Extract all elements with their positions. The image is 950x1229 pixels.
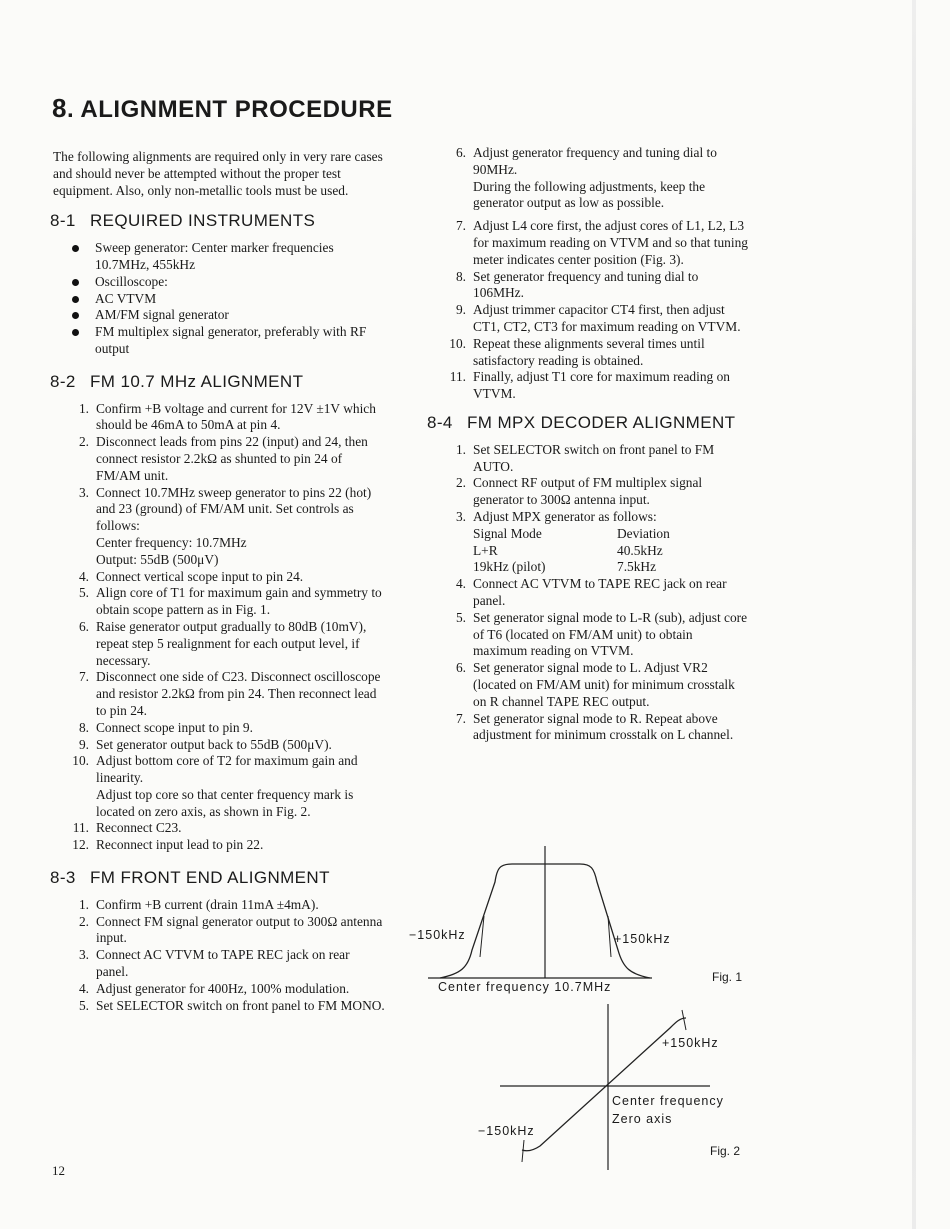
step-text: Finally, adjust T1 core for maximum reading on VTVM. bbox=[473, 369, 730, 402]
fig2-minus-label: −150kHz bbox=[478, 1124, 535, 1138]
step-text: Adjust trimmer capacitor CT4 first, then adjust CT1, CT2, CT3 for maximum reading on VTVM. bbox=[473, 302, 741, 334]
list-item: Oscilloscope: bbox=[71, 274, 385, 291]
list-item: AM/FM signal generator bbox=[71, 307, 385, 324]
fig1-waveform bbox=[400, 840, 760, 1000]
list-item bbox=[430, 442, 750, 476]
step-number: 11. bbox=[449, 369, 466, 385]
step-number: 7. bbox=[455, 218, 466, 234]
step-text: Disconnect leads from pins 22 (input) and 24, then connect resistor 2.2kΩ as shunted to pin 24 of FM/AM unit. bbox=[96, 434, 368, 483]
step-text: Reconnect C23. bbox=[96, 820, 182, 836]
step-number: 12. bbox=[72, 837, 89, 853]
list-item bbox=[53, 401, 385, 435]
list-item bbox=[53, 669, 385, 719]
step-number: 9. bbox=[455, 302, 466, 318]
list-item bbox=[53, 720, 385, 737]
list-item bbox=[53, 585, 385, 619]
step-number: 10. bbox=[449, 335, 466, 351]
section-8-4-heading bbox=[427, 412, 750, 432]
step-number: 3. bbox=[78, 947, 89, 963]
steps-8-2 bbox=[53, 401, 385, 855]
step-text: Connect AC VTVM to TAPE REC jack on rear panel. bbox=[473, 576, 727, 608]
section-number: 8-1 bbox=[50, 211, 76, 231]
step-text: Connect vertical scope input to pin 24. bbox=[96, 568, 304, 584]
step-text: Set generator signal mode to R. Repeat above adjustment for minimum crosstalk on L channel. bbox=[473, 710, 734, 743]
list-item bbox=[53, 753, 385, 820]
list-item bbox=[53, 434, 385, 484]
scan-edge bbox=[912, 0, 916, 1229]
step-body bbox=[96, 485, 385, 569]
section-8-2-heading bbox=[50, 371, 385, 391]
step-text: Connect 10.7MHz sweep generator to pins 22 (hot) and 23 (ground) of FM/AM unit. Set controls as follows: bbox=[96, 484, 372, 534]
title-text: ALIGNMENT PROCEDURE bbox=[80, 96, 393, 123]
step-text: Repeat these alignments several times until satisfactory reading is obtained. bbox=[473, 335, 705, 368]
section-number: 8-3 bbox=[50, 868, 76, 888]
section-title: FM FRONT END ALIGNMENT bbox=[90, 868, 330, 888]
list-item bbox=[430, 475, 750, 509]
list-item bbox=[430, 369, 750, 403]
step-text: Align core of T1 for maximum gain and symmetry to obtain scope pattern as in Fig. 1. bbox=[96, 585, 382, 618]
step-extra: Adjust top core so that center frequency mark is located on zero axis, as shown in Fig. 2. bbox=[96, 786, 354, 819]
step-text: Connect FM signal generator output to 300Ω antenna input. bbox=[96, 913, 383, 946]
step-number: 3. bbox=[78, 484, 89, 500]
step-text: Reconnect input lead to pin 22. bbox=[96, 837, 264, 853]
list-item: FM multiplex signal generator, preferably with RF output bbox=[71, 324, 385, 358]
list-item bbox=[53, 981, 385, 998]
list-item bbox=[53, 485, 385, 569]
step-text: Disconnect one side of C23. Disconnect oscilloscope and resistor 2.2kΩ from pin 24. Then reconnect lead to pin 24. bbox=[96, 669, 381, 718]
figure-1 bbox=[400, 840, 760, 1000]
step-number: 1. bbox=[78, 896, 89, 912]
step-number: 5. bbox=[455, 609, 466, 625]
step-text: Adjust MPX generator as follows: bbox=[473, 508, 657, 524]
step-text: Set SELECTOR switch on front panel to FM AUTO. bbox=[473, 441, 715, 474]
section-number: 8-4 bbox=[427, 412, 453, 432]
step-number: 6. bbox=[455, 660, 466, 676]
step-extra: During the following adjustments, keep the generator output as low as possible. bbox=[473, 178, 706, 211]
instrument-list bbox=[53, 240, 385, 358]
step-text: Set generator signal mode to L-R (sub), adjust core of T6 (located on FM/AM unit) to obtain maximum reading on VTVM. bbox=[473, 609, 748, 659]
step-number: 6. bbox=[78, 618, 89, 634]
list-item bbox=[53, 569, 385, 586]
steps-8-3-part1 bbox=[53, 897, 385, 1015]
step-number: 4. bbox=[455, 576, 466, 592]
intro-paragraph: The following alignments are required only in very rare cases and should never be attempted without the proper test equipment. Also, only non-metallic tools must be used. bbox=[53, 149, 383, 198]
step-body bbox=[96, 753, 385, 820]
list-item bbox=[430, 145, 750, 212]
list-item bbox=[430, 509, 750, 576]
fig2-plus-label: +150kHz bbox=[662, 1036, 719, 1050]
list-item bbox=[53, 914, 385, 948]
list-item bbox=[53, 619, 385, 669]
list-item bbox=[53, 737, 385, 754]
section-number: 8-2 bbox=[50, 371, 76, 391]
step-text: Set generator frequency and tuning dial to 106MHz. bbox=[473, 268, 699, 301]
step-number: 11. bbox=[72, 820, 89, 836]
step-body bbox=[473, 509, 750, 576]
list-item bbox=[53, 897, 385, 914]
page-title: 8. ALIGNMENT PROCEDURE bbox=[52, 93, 393, 123]
step-number: 1. bbox=[78, 400, 89, 416]
list-item bbox=[430, 660, 750, 710]
step-number: 2. bbox=[78, 434, 89, 450]
section-title: FM MPX DECODER ALIGNMENT bbox=[467, 412, 736, 432]
list-item bbox=[430, 711, 750, 745]
list-item bbox=[430, 336, 750, 370]
list-item bbox=[53, 998, 385, 1015]
list-item bbox=[430, 576, 750, 610]
step-text: Adjust generator frequency and tuning dial to 90MHz. bbox=[473, 145, 717, 177]
fig2-caption: Fig. 2 bbox=[710, 1144, 741, 1158]
section-title: FM 10.7 MHz ALIGNMENT bbox=[90, 371, 304, 391]
step-text: Adjust generator for 400Hz, 100% modulation. bbox=[96, 980, 350, 996]
step-number: 8. bbox=[455, 268, 466, 284]
step-text: Set generator signal mode to L. Adjust VR2 (located on FM/AM unit) for minimum crosstalk on R channel TAPE REC output. bbox=[473, 660, 735, 709]
page-number: 12 bbox=[52, 1163, 65, 1178]
table-cell: 7.5kHz bbox=[617, 559, 657, 575]
fig2-zero-axis-label: Zero axis bbox=[612, 1112, 673, 1126]
step-text: Connect AC VTVM to TAPE REC jack on rear panel. bbox=[96, 947, 350, 980]
fig1-caption: Fig. 1 bbox=[712, 970, 743, 984]
fig1-minus-label: −150kHz bbox=[409, 928, 466, 942]
step-text: Connect RF output of FM multiplex signal generator to 300Ω antenna input. bbox=[473, 475, 703, 508]
step-extra: Center frequency: 10.7MHz bbox=[96, 534, 247, 550]
step-text: Confirm +B current (drain 11mA ±4mA). bbox=[96, 896, 319, 912]
fig1-plus-label: +150kHz bbox=[614, 932, 671, 946]
step-number: 4. bbox=[78, 980, 89, 996]
list-item bbox=[430, 218, 750, 268]
step-text: Set generator output back to 55dB (500μV). bbox=[96, 736, 332, 752]
step-body bbox=[473, 145, 750, 212]
list-item: Sweep generator: Center marker frequencies 10.7MHz, 455kHz bbox=[71, 240, 385, 274]
step-number: 1. bbox=[455, 441, 466, 457]
step-number: 6. bbox=[455, 145, 466, 160]
table-cell: 19kHz (pilot) bbox=[473, 559, 546, 575]
figure-2 bbox=[470, 1000, 770, 1172]
steps-8-4 bbox=[430, 442, 750, 744]
table-cell: 40.5kHz bbox=[617, 542, 663, 558]
list-item bbox=[430, 269, 750, 303]
step-number: 3. bbox=[455, 508, 466, 524]
step-text: Adjust L4 core first, the adjust cores of L1, L2, L3 for maximum reading on VTVM and so that tuning meter indicates center position (Fig. 3). bbox=[473, 218, 748, 267]
fig1-center-label: Center frequency 10.7MHz bbox=[438, 980, 612, 994]
step-number: 2. bbox=[455, 475, 466, 491]
left-column bbox=[50, 149, 385, 1014]
section-title: REQUIRED INSTRUMENTS bbox=[90, 211, 316, 231]
list-item bbox=[53, 947, 385, 981]
step-number: 10. bbox=[72, 753, 89, 769]
section-8-3-heading bbox=[50, 870, 385, 887]
list-item bbox=[430, 610, 750, 660]
list-item: AC VTVM bbox=[71, 291, 385, 308]
step-extra: Output: 55dB (500μV) bbox=[96, 551, 219, 567]
list-item bbox=[53, 820, 385, 837]
list-item bbox=[430, 302, 750, 336]
step-text: Confirm +B voltage and current for 12V ±1V which should be 46mA to 50mA at pin 4. bbox=[96, 400, 376, 433]
title-number: 8 bbox=[52, 93, 67, 123]
fig2-center-label: Center frequency bbox=[612, 1094, 724, 1108]
list-item bbox=[53, 837, 385, 854]
table-header: Signal Mode bbox=[473, 525, 542, 541]
step-text: Adjust bottom core of T2 for maximum gain and linearity. bbox=[96, 753, 358, 786]
table-header: Deviation bbox=[617, 525, 670, 541]
step-number: 7. bbox=[78, 669, 89, 685]
mpx-settings-table bbox=[473, 526, 750, 576]
step-text: Set SELECTOR switch on front panel to FM MONO. bbox=[96, 997, 385, 1013]
step-number: 5. bbox=[78, 585, 89, 601]
step-number: 9. bbox=[78, 736, 89, 752]
step-number: 4. bbox=[78, 568, 89, 584]
step-number: 8. bbox=[78, 719, 89, 735]
step-number: 2. bbox=[78, 913, 89, 929]
step-text: Raise generator output gradually to 80dB (10mV), repeat step 5 realignment for each output level, if necessary. bbox=[96, 618, 367, 668]
step-text: Connect scope input to pin 9. bbox=[96, 719, 253, 735]
table-cell: L+R bbox=[473, 542, 498, 558]
section-8-1-heading bbox=[50, 213, 385, 230]
step-number: 5. bbox=[78, 997, 89, 1013]
right-column bbox=[427, 145, 750, 744]
step-number: 7. bbox=[455, 710, 466, 726]
steps-8-3-part2 bbox=[430, 145, 750, 403]
